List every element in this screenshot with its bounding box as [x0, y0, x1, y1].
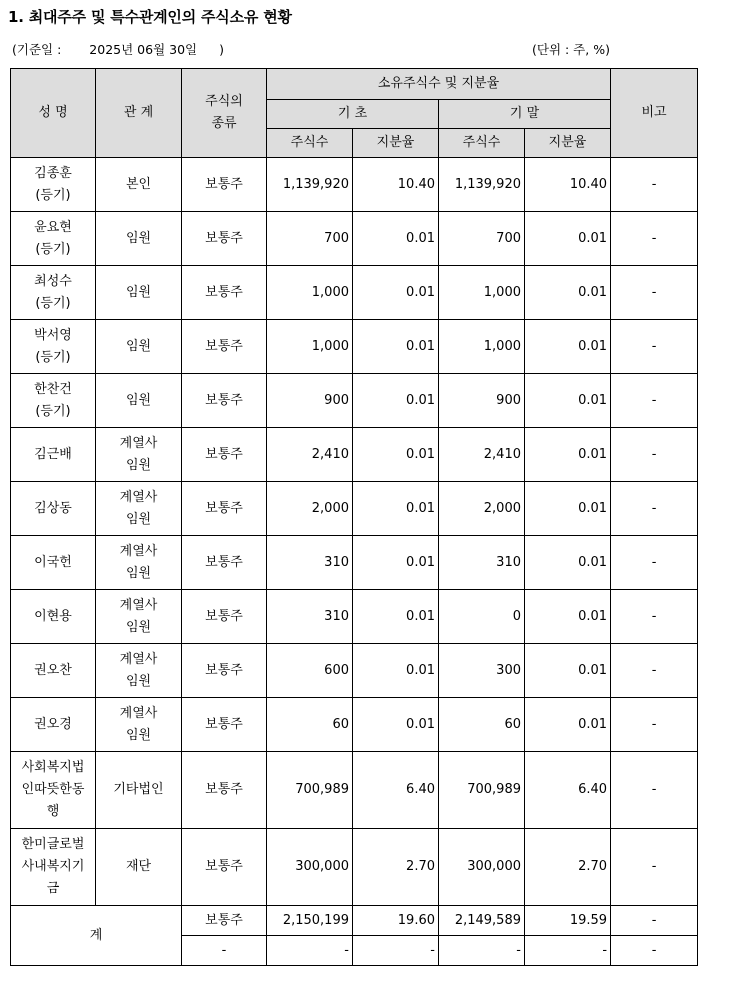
begin-ratio: 0.01	[353, 482, 439, 536]
header-begin-shares: 주식수	[267, 129, 353, 158]
table-row	[11, 212, 698, 266]
end-shares: 0	[439, 590, 525, 644]
note: -	[611, 158, 698, 212]
begin-shares: 600	[267, 644, 353, 698]
end-shares: 310	[439, 536, 525, 590]
stock-type: 보통주	[182, 644, 267, 698]
end-shares: 1,000	[439, 320, 525, 374]
header-stock-type: 주식의 종류	[182, 69, 267, 158]
begin-shares: 310	[267, 590, 353, 644]
note: -	[611, 536, 698, 590]
begin-ratio: 0.01	[353, 644, 439, 698]
holder-relation: 계열사 임원	[96, 482, 182, 536]
stock-type: 보통주	[182, 374, 267, 428]
table-row	[11, 752, 698, 829]
header-end: 기 말	[439, 100, 611, 129]
end-ratio: 2.70	[525, 829, 611, 906]
holder-name: 김근배	[11, 428, 96, 482]
begin-ratio: 0.01	[353, 698, 439, 752]
end-ratio: 10.40	[525, 158, 611, 212]
end-ratio: 0.01	[525, 266, 611, 320]
holder-relation: 계열사 임원	[96, 428, 182, 482]
note: -	[611, 829, 698, 906]
begin-shares: 60	[267, 698, 353, 752]
table-row	[11, 428, 698, 482]
holder-name: 권오경	[11, 698, 96, 752]
base-date-line	[12, 40, 224, 58]
table-row	[11, 158, 698, 212]
begin-shares: 1,000	[267, 266, 353, 320]
end-shares: 1,139,920	[439, 158, 525, 212]
holder-name: 박서영 (등기)	[11, 320, 96, 374]
total-end-ratio: 19.59	[525, 906, 611, 936]
shareholding-table	[10, 68, 698, 966]
stock-type: 보통주	[182, 428, 267, 482]
stock-type: 보통주	[182, 536, 267, 590]
note: -	[611, 374, 698, 428]
total-begin-ratio: 19.60	[353, 906, 439, 936]
base-date-value: 2025년 06월 30일	[89, 42, 198, 57]
end-shares: 60	[439, 698, 525, 752]
holder-relation: 본인	[96, 158, 182, 212]
total-stock-type: -	[182, 936, 267, 966]
holder-relation: 계열사 임원	[96, 698, 182, 752]
holder-relation: 임원	[96, 320, 182, 374]
begin-ratio: 0.01	[353, 320, 439, 374]
end-shares: 700,989	[439, 752, 525, 829]
begin-ratio: 0.01	[353, 266, 439, 320]
stock-type: 보통주	[182, 212, 267, 266]
end-shares: 700	[439, 212, 525, 266]
end-shares: 2,000	[439, 482, 525, 536]
note: -	[611, 698, 698, 752]
begin-shares: 300,000	[267, 829, 353, 906]
end-ratio: 0.01	[525, 698, 611, 752]
header-end-shares: 주식수	[439, 129, 525, 158]
begin-ratio: 0.01	[353, 428, 439, 482]
begin-ratio: 6.40	[353, 752, 439, 829]
total-begin-shares: 2,150,199	[267, 906, 353, 936]
header-name: 성 명	[11, 69, 96, 158]
unit-label: (단위 : 주, %)	[532, 42, 610, 57]
table-row	[11, 644, 698, 698]
begin-shares: 1,000	[267, 320, 353, 374]
header-note: 비고	[611, 69, 698, 158]
holder-relation: 재단	[96, 829, 182, 906]
stock-type: 보통주	[182, 829, 267, 906]
table-row	[11, 536, 698, 590]
holder-name: 한미글로벌 사내복지기 금	[11, 829, 96, 906]
note: -	[611, 266, 698, 320]
holder-name: 김종훈 (등기)	[11, 158, 96, 212]
stock-type: 보통주	[182, 590, 267, 644]
header-begin-ratio: 지분율	[353, 129, 439, 158]
note: -	[611, 590, 698, 644]
end-ratio: 0.01	[525, 644, 611, 698]
total-row	[11, 906, 698, 936]
holder-relation: 계열사 임원	[96, 536, 182, 590]
end-ratio: 0.01	[525, 536, 611, 590]
holder-relation: 기타법인	[96, 752, 182, 829]
end-shares: 300	[439, 644, 525, 698]
stock-type: 보통주	[182, 320, 267, 374]
end-ratio: 0.01	[525, 374, 611, 428]
table-row	[11, 829, 698, 906]
end-ratio: 0.01	[525, 428, 611, 482]
end-shares: 900	[439, 374, 525, 428]
holder-name: 한찬건 (등기)	[11, 374, 96, 428]
note: -	[611, 428, 698, 482]
header-relation: 관 계	[96, 69, 182, 158]
note: -	[611, 482, 698, 536]
holder-name: 권오찬	[11, 644, 96, 698]
total-begin-shares: -	[267, 936, 353, 966]
begin-shares: 900	[267, 374, 353, 428]
total-note: -	[611, 936, 698, 966]
stock-type: 보통주	[182, 752, 267, 829]
end-ratio: 0.01	[525, 212, 611, 266]
holder-name: 윤요현 (등기)	[11, 212, 96, 266]
table-row	[11, 374, 698, 428]
begin-shares: 700,989	[267, 752, 353, 829]
holder-relation: 계열사 임원	[96, 590, 182, 644]
table-row	[11, 266, 698, 320]
header-holdings: 소유주식수 및 지분율	[267, 69, 611, 100]
table-row	[11, 482, 698, 536]
note: -	[611, 752, 698, 829]
note: -	[611, 320, 698, 374]
begin-shares: 700	[267, 212, 353, 266]
holder-name: 이국헌	[11, 536, 96, 590]
holder-relation: 임원	[96, 266, 182, 320]
begin-shares: 310	[267, 536, 353, 590]
end-ratio: 0.01	[525, 590, 611, 644]
total-stock-type: 보통주	[182, 906, 267, 936]
stock-type: 보통주	[182, 158, 267, 212]
table-row	[11, 590, 698, 644]
base-date-label: (기준일 :	[12, 42, 62, 57]
stock-type: 보통주	[182, 482, 267, 536]
note: -	[611, 644, 698, 698]
end-ratio: 6.40	[525, 752, 611, 829]
holder-relation: 임원	[96, 212, 182, 266]
table-row	[11, 698, 698, 752]
end-shares: 2,410	[439, 428, 525, 482]
base-date-close: )	[219, 42, 224, 57]
total-end-shares: 2,149,589	[439, 906, 525, 936]
end-shares: 300,000	[439, 829, 525, 906]
header-begin: 기 초	[267, 100, 439, 129]
stock-type: 보통주	[182, 698, 267, 752]
holder-name: 사회복지법 인따뜻한동 행	[11, 752, 96, 829]
stock-type: 보통주	[182, 266, 267, 320]
holder-name: 김상동	[11, 482, 96, 536]
end-ratio: 0.01	[525, 320, 611, 374]
total-note: -	[611, 906, 698, 936]
begin-ratio: 0.01	[353, 374, 439, 428]
begin-ratio: 10.40	[353, 158, 439, 212]
header-end-ratio: 지분율	[525, 129, 611, 158]
total-end-ratio: -	[525, 936, 611, 966]
table-row	[11, 320, 698, 374]
end-shares: 1,000	[439, 266, 525, 320]
begin-ratio: 0.01	[353, 590, 439, 644]
table-body	[11, 158, 698, 966]
total-end-shares: -	[439, 936, 525, 966]
holder-relation: 계열사 임원	[96, 644, 182, 698]
end-ratio: 0.01	[525, 482, 611, 536]
note: -	[611, 212, 698, 266]
section-title: 1. 최대주주 및 특수관계인의 주식소유 현황	[8, 8, 292, 26]
holder-name: 최성수 (등기)	[11, 266, 96, 320]
begin-ratio: 2.70	[353, 829, 439, 906]
total-label: 계	[11, 906, 182, 966]
holder-name: 이현용	[11, 590, 96, 644]
begin-shares: 2,410	[267, 428, 353, 482]
total-begin-ratio: -	[353, 936, 439, 966]
begin-shares: 1,139,920	[267, 158, 353, 212]
begin-shares: 2,000	[267, 482, 353, 536]
begin-ratio: 0.01	[353, 212, 439, 266]
holder-relation: 임원	[96, 374, 182, 428]
begin-ratio: 0.01	[353, 536, 439, 590]
